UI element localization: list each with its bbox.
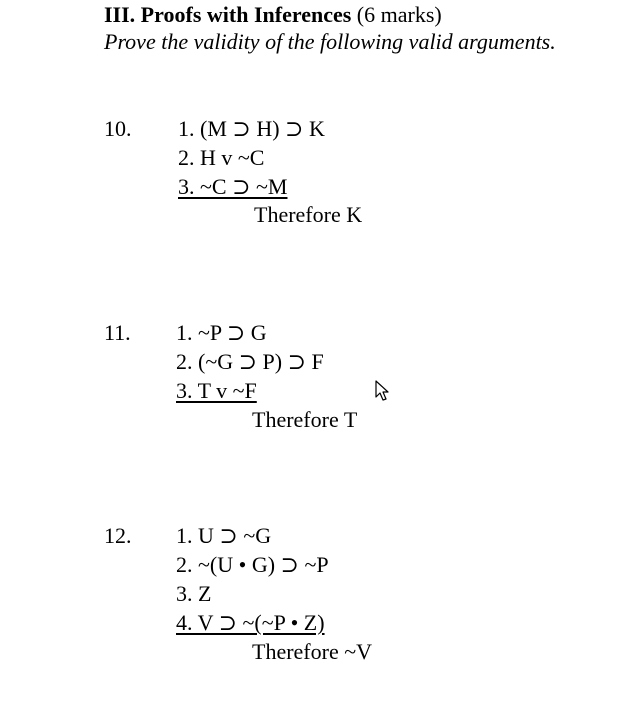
mouse-pointer-icon — [375, 380, 391, 402]
section-title: III. Proofs with Inferences — [104, 2, 352, 27]
premise-1: 1. (M ⊃ H) ⊃ K — [178, 116, 325, 141]
premise-2: 2. H v ~C — [178, 145, 265, 170]
premise-2: 2. (~G ⊃ P) ⊃ F — [176, 349, 324, 374]
conclusion: Therefore ~V — [252, 639, 373, 664]
premise-3: 3. T v ~F — [176, 378, 257, 403]
problem-number: 11. — [104, 320, 131, 345]
conclusion: Therefore K — [254, 202, 363, 227]
premise-1: 1. ~P ⊃ G — [176, 320, 267, 345]
section-marks: (6 marks) — [356, 2, 442, 27]
premise-1: 1. U ⊃ ~G — [176, 523, 272, 548]
problem-number: 10. — [104, 116, 132, 141]
premise-3: 3. Z — [176, 581, 212, 606]
premise-2: 2. ~(U • G) ⊃ ~P — [176, 552, 329, 577]
conclusion: Therefore T — [252, 407, 358, 432]
section-heading — [104, 2, 442, 28]
problem-number: 12. — [104, 523, 132, 548]
section-instructions: Prove the validity of the following valid arguments. — [104, 29, 556, 54]
premise-3: 3. ~C ⊃ ~M — [178, 174, 288, 199]
premise-4: 4. V ⊃ ~(~P • Z) — [176, 610, 325, 635]
